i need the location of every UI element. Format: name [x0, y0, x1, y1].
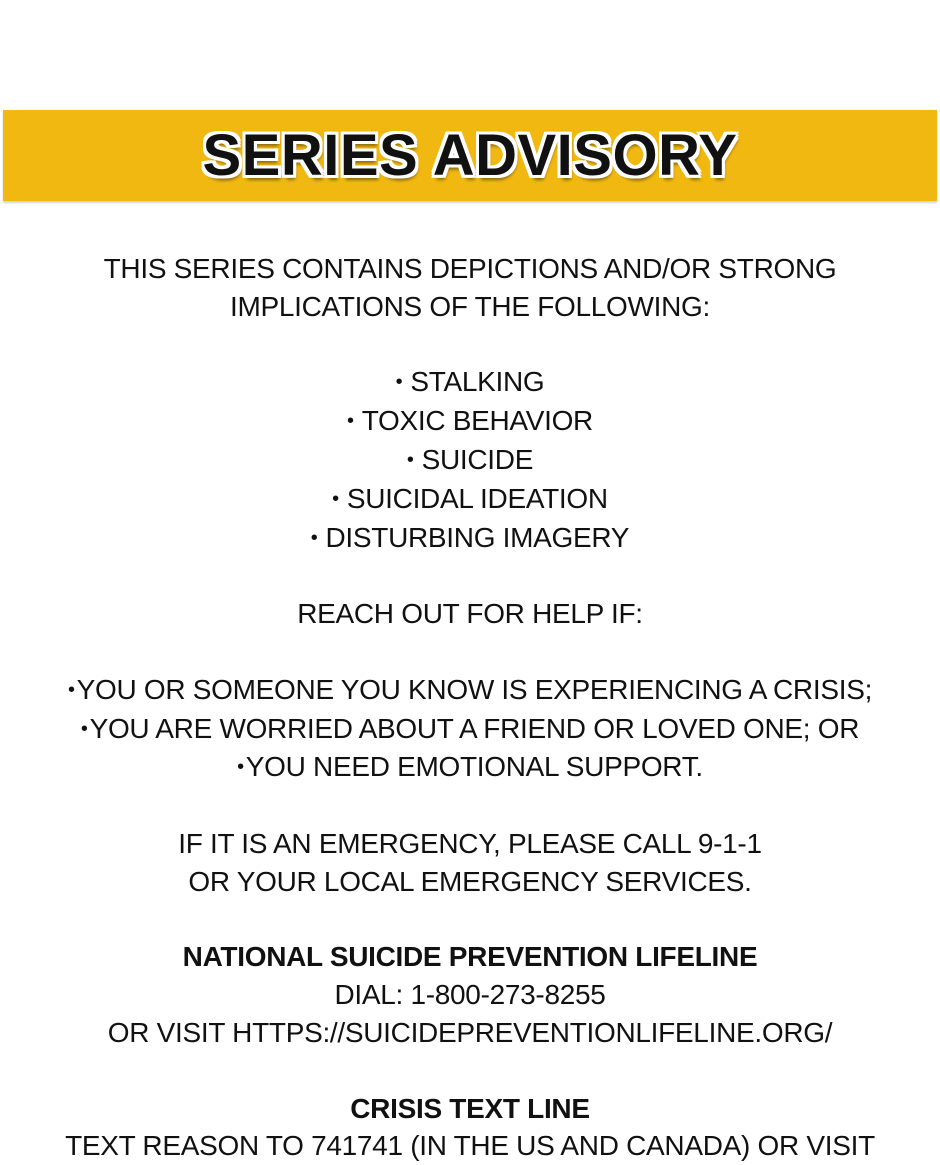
- intro-line-2: IMPLICATIONS OF THE FOLLOWING:: [229, 290, 711, 322]
- lifeline-dial: DIAL: 1-800-273-8255: [334, 979, 606, 1011]
- advisory-content: [0, 250, 940, 1165]
- bullet-icon: •: [395, 371, 403, 394]
- spacer: [0, 787, 940, 825]
- crisis-text-title: CRISIS TEXT LINE: [350, 1092, 590, 1124]
- spacer: [0, 557, 940, 595]
- series-advisory-banner: [3, 110, 937, 201]
- help-heading: REACH OUT FOR HELP IF:: [297, 598, 643, 630]
- spacer: [0, 326, 940, 364]
- help-item-label: YOU NEED EMOTIONAL SUPPORT.: [245, 751, 703, 783]
- help-item-label: YOU OR SOMEONE YOU KNOW IS EXPERIENCING A CRISIS;: [76, 673, 873, 705]
- help-item: [0, 710, 940, 749]
- topic-label: SUICIDE: [421, 443, 534, 475]
- lifeline-visit: OR VISIT HTTPS://SUICIDEPREVENTIONLIFELINE.ORG/: [107, 1016, 833, 1048]
- topic-item: [0, 519, 940, 558]
- spacer: [0, 1052, 940, 1090]
- topic-item: [0, 363, 940, 402]
- topic-label: SUICIDAL IDEATION: [346, 482, 608, 514]
- topic-label: STALKING: [410, 366, 545, 398]
- bullet-icon: •: [406, 448, 414, 471]
- emergency-line-1: IF IT IS AN EMERGENCY, PLEASE CALL 9-1-1: [178, 827, 762, 859]
- spacer: [0, 633, 940, 671]
- topic-label: TOXIC BEHAVIOR: [361, 405, 593, 437]
- topic-item: [0, 441, 940, 480]
- topic-item: [0, 480, 940, 519]
- lifeline-title: NATIONAL SUICIDE PREVENTION LIFELINE: [182, 941, 758, 973]
- bullet-icon: •: [67, 678, 75, 701]
- crisis-text-line-1: TEXT REASON TO 741741 (IN THE US AND CANADA) OR VISIT: [65, 1130, 875, 1162]
- topic-label: DISTURBING IMAGERY: [325, 521, 630, 553]
- help-item: [0, 748, 940, 787]
- help-item: [0, 671, 940, 710]
- bullet-icon: •: [80, 717, 88, 740]
- bullet-icon: •: [332, 487, 339, 510]
- emergency-line-2: OR YOUR LOCAL EMERGENCY SERVICES.: [188, 865, 752, 897]
- bullet-icon: •: [310, 526, 318, 549]
- topic-item: [0, 402, 940, 441]
- bullet-icon: •: [347, 410, 354, 433]
- bullet-icon: •: [237, 756, 244, 779]
- spacer: [0, 901, 940, 939]
- intro-line-1: THIS SERIES CONTAINS DEPICTIONS AND/OR STRONG: [103, 253, 837, 284]
- banner-title: SERIES ADVISORY: [202, 123, 738, 188]
- help-item-label: YOU ARE WORRIED ABOUT A FRIEND OR LOVED ONE; OR: [89, 712, 860, 744]
